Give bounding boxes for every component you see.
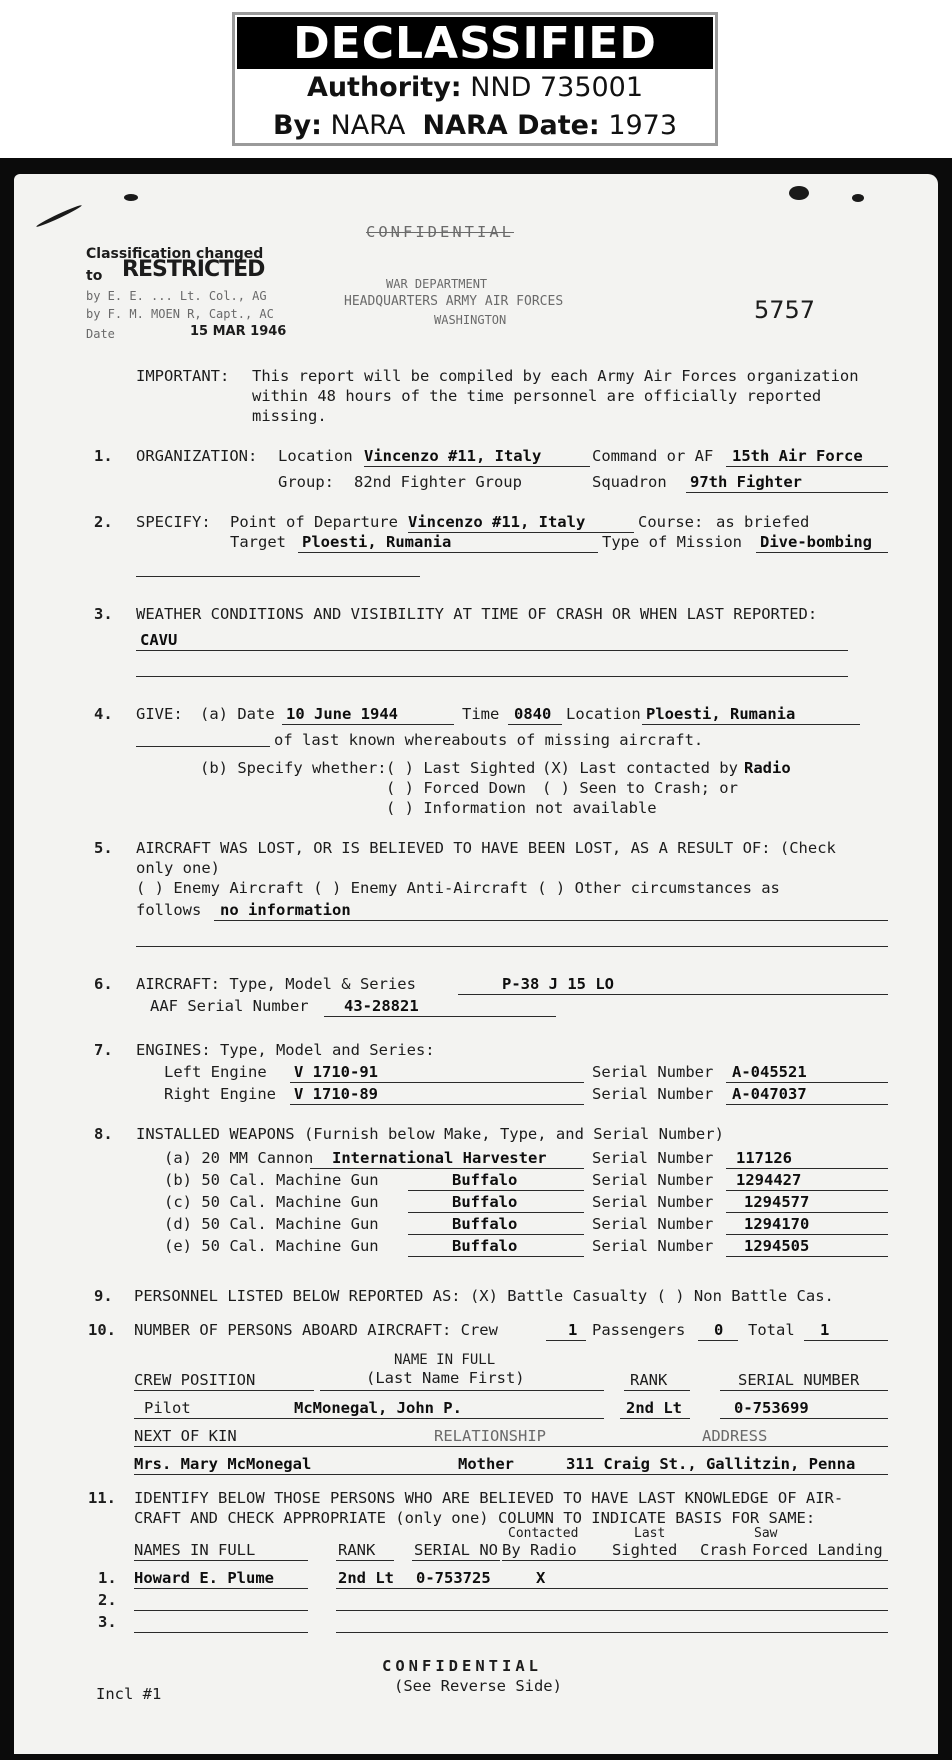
- crew-name-underline: [290, 1418, 604, 1419]
- identify-line-1: IDENTIFY BELOW THOSE PERSONS WHO ARE BELIEVED TO HAVE LAST KNOWLEDGE OF AIR-: [134, 1489, 844, 1507]
- crew-position-underline: [134, 1418, 294, 1419]
- stamp-by-line: By: NARA NARA Date: 1973: [272, 110, 678, 141]
- weapon-serial: 1294427: [736, 1171, 802, 1189]
- sighted-header: Sighted: [612, 1541, 678, 1559]
- weapon-serial-label: Serial Number: [592, 1215, 714, 1233]
- weapon-make-underline: [408, 1256, 584, 1257]
- crew-rank-underline: [620, 1418, 690, 1419]
- option-seen-crash: ( ) Seen to Crash; or: [542, 779, 738, 797]
- persons-aboard-label: NUMBER OF PERSONS ABOARD AIRCRAFT: Crew: [134, 1321, 498, 1339]
- weapon-make-underline: [408, 1234, 584, 1235]
- footer-classification: CONFIDENTIAL: [382, 1657, 542, 1675]
- crew-serial-value: 0-753699: [734, 1399, 809, 1417]
- weapon-serial: 117126: [736, 1149, 792, 1167]
- serial-no-header-underline: [412, 1560, 500, 1561]
- weapon-desc: (a) 20 MM Cannon: [164, 1149, 314, 1167]
- section-10-number: 10.: [88, 1321, 116, 1339]
- department-line-2: HEADQUARTERS ARMY AIR FORCES: [344, 294, 564, 309]
- option-last-contacted: (X) Last contacted by: [542, 759, 738, 777]
- witness-underline: [134, 1610, 308, 1611]
- section-8-number: 8.: [94, 1125, 113, 1143]
- crew-serial-underline: [720, 1418, 888, 1419]
- section-6-number: 6.: [94, 975, 113, 993]
- weapon-make: Buffalo: [452, 1215, 518, 1233]
- mission-value: Dive-bombing: [760, 533, 872, 551]
- group-value: 82nd Fighter Group: [354, 473, 522, 491]
- by-line-1: by E. E. ... Lt. Col., AG: [86, 289, 267, 303]
- weapon-desc: (b) 50 Cal. Machine Gun: [164, 1171, 379, 1189]
- weapon-make-underline: [408, 1212, 584, 1213]
- scan-mark: [852, 194, 864, 202]
- scan-mark: [789, 186, 809, 200]
- department-line-3: WASHINGTON: [434, 313, 507, 327]
- left-engine-label: Left Engine: [164, 1063, 267, 1081]
- left-serial-underline: [726, 1082, 888, 1083]
- names-in-full-header: NAMES IN FULL: [134, 1541, 256, 1559]
- follows-label: follows: [136, 901, 202, 919]
- section-1-number: 1.: [94, 447, 113, 465]
- right-engine-underline: [290, 1104, 584, 1105]
- witness-rank: 2nd Lt: [338, 1569, 394, 1587]
- passengers-count: 0: [714, 1321, 724, 1339]
- kin-header-underline: [134, 1446, 888, 1447]
- witness-underline: [336, 1588, 888, 1589]
- aircraft-type: P-38 J 15 LO: [502, 975, 614, 993]
- whereabouts-text: of last known whereabouts of missing aircraft.: [274, 731, 704, 749]
- mission-label: Type of Mission: [602, 533, 742, 551]
- stamp-authority: Authority: NND 735001: [306, 72, 644, 103]
- kin-address-value: 311 Craig St., Gallitzin, Penna: [566, 1455, 856, 1473]
- loss-date: 10 June 1944: [286, 705, 398, 723]
- weapon-serial-underline: [726, 1168, 888, 1169]
- weapon-make: Buffalo: [452, 1171, 518, 1189]
- total-underline: [804, 1340, 888, 1341]
- lost-cause-line-1: AIRCRAFT WAS LOST, OR IS BELIEVED TO HAVE BEEN LOST, AS A RESULT OF: (Check: [136, 839, 836, 857]
- squadron-label: Squadron: [592, 473, 667, 491]
- witness-underline: [134, 1632, 308, 1633]
- specify-extra-line: [136, 576, 420, 577]
- personnel-reported: PERSONNEL LISTED BELOW REPORTED AS: (X) Battle Casualty ( ) Non Battle Cas.: [134, 1287, 834, 1305]
- option-info-not-available: ( ) Information not available: [386, 799, 657, 817]
- follows-underline: [214, 920, 888, 921]
- location-value: Vincenzo #11, Italy: [364, 447, 542, 465]
- total-label: Total: [748, 1321, 795, 1339]
- section-2-number: 2.: [94, 513, 113, 531]
- kin-relationship-value: Mother: [458, 1455, 514, 1473]
- right-serial-underline: [726, 1104, 888, 1105]
- scan-mark: [124, 194, 138, 201]
- organization-label: ORGANIZATION:: [136, 447, 258, 465]
- address-header: ADDRESS: [702, 1427, 768, 1445]
- rank-header: RANK: [630, 1371, 668, 1389]
- forced-landing-header: Forced Landing: [752, 1541, 883, 1559]
- section-5-number: 5.: [94, 839, 113, 857]
- last-subheader: Last: [634, 1526, 666, 1541]
- location-underline: [364, 466, 590, 467]
- witness-underline: [336, 1632, 888, 1633]
- serial-header-underline: [720, 1390, 888, 1391]
- give-label: GIVE:: [136, 705, 183, 723]
- weather-underline-2: [136, 676, 848, 677]
- weapon-serial-underline: [726, 1234, 888, 1235]
- declassified-stamp: [232, 12, 718, 146]
- rank-header-11-underline: [336, 1560, 394, 1561]
- crew-position-value: Pilot: [144, 1399, 191, 1417]
- left-engine-underline: [290, 1082, 584, 1083]
- weapon-make: International Harvester: [332, 1149, 547, 1167]
- loss-time-underline: [508, 724, 562, 725]
- scanned-document: [0, 158, 952, 1760]
- rank-header-underline: [624, 1390, 690, 1391]
- important-line-1: This report will be compiled by each Army Air Forces organization: [252, 367, 859, 385]
- group-label: Group:: [278, 473, 334, 491]
- left-serial-label: Serial Number: [592, 1063, 714, 1081]
- inclosure-label: Incl #1: [96, 1685, 162, 1703]
- crew-count-underline: [546, 1340, 586, 1341]
- course-value: as briefed: [716, 513, 810, 531]
- right-serial-label: Serial Number: [592, 1085, 714, 1103]
- departure-value: Vincenzo #11, Italy: [408, 513, 586, 531]
- command-value: 15th Air Force: [732, 447, 863, 465]
- weapon-serial-label: Serial Number: [592, 1237, 714, 1255]
- aircraft-label: AIRCRAFT: Type, Model & Series: [136, 975, 416, 993]
- witness-row-number: 3.: [98, 1613, 117, 1631]
- departure-label: Point of Departure: [230, 513, 398, 531]
- to-label: to: [86, 268, 103, 284]
- restricted-stamp: RESTRICTED: [122, 257, 265, 282]
- weapon-serial-underline: [726, 1212, 888, 1213]
- right-engine-value: V 1710-89: [294, 1085, 378, 1103]
- witness-underline: [336, 1610, 888, 1611]
- name-header-underline: [320, 1390, 604, 1391]
- names-header-underline: [134, 1560, 308, 1561]
- weapon-make: Buffalo: [452, 1193, 518, 1211]
- crash-header: Crash: [700, 1541, 747, 1559]
- aaf-serial-underline: [324, 1016, 556, 1017]
- weapon-serial-underline: [726, 1256, 888, 1257]
- loss-time: 0840: [514, 705, 552, 723]
- next-of-kin-header: NEXT OF KIN: [134, 1427, 237, 1445]
- total-count: 1: [820, 1321, 830, 1339]
- weapon-make-underline: [310, 1168, 584, 1169]
- name-in-full-header: NAME IN FULL: [394, 1352, 496, 1368]
- weapon-desc: (d) 50 Cal. Machine Gun: [164, 1215, 379, 1233]
- crew-count: 1: [568, 1321, 578, 1339]
- basis-header-underline: [502, 1560, 888, 1561]
- rank-header-11: RANK: [338, 1541, 376, 1559]
- section-9-number: 9.: [94, 1287, 113, 1305]
- loss-location-label: Location: [566, 705, 641, 723]
- location-label: Location: [278, 447, 353, 465]
- important-label: IMPORTANT:: [136, 367, 230, 385]
- specify-label: SPECIFY:: [136, 513, 211, 531]
- weapon-desc: (c) 50 Cal. Machine Gun: [164, 1193, 379, 1211]
- weapon-serial-label: Serial Number: [592, 1193, 714, 1211]
- right-engine-label: Right Engine: [164, 1085, 276, 1103]
- witness-serial: 0-753725: [416, 1569, 491, 1587]
- weather-underline-1: [136, 650, 848, 651]
- contacted-by: Radio: [744, 759, 791, 777]
- weapon-serial: 1294505: [744, 1237, 810, 1255]
- important-line-3: missing.: [252, 407, 327, 425]
- stamp-title: DECLASSIFIED: [237, 17, 713, 69]
- weather-label: WEATHER CONDITIONS AND VISIBILITY AT TIME OF CRASH OR WHEN LAST REPORTED:: [136, 605, 818, 623]
- relationship-header: RELATIONSHIP: [434, 1427, 546, 1445]
- loss-location-underline: [642, 724, 860, 725]
- command-label: Command or AF: [592, 447, 714, 465]
- passengers-underline: [698, 1340, 738, 1341]
- scan-mark: [35, 204, 82, 229]
- right-serial-value: A-047037: [732, 1085, 807, 1103]
- department-line-1: WAR DEPARTMENT: [386, 277, 488, 291]
- aaf-serial-value: 43-28821: [344, 997, 419, 1015]
- contacted-subheader: Contacted: [508, 1526, 579, 1541]
- weapon-desc: (e) 50 Cal. Machine Gun: [164, 1237, 379, 1255]
- command-underline: [726, 466, 888, 467]
- last-name-first-header: (Last Name First): [366, 1369, 525, 1387]
- aaf-serial-label: AAF Serial Number: [150, 997, 309, 1015]
- date-value: 15 MAR 1946: [190, 324, 287, 339]
- lost-cause-line-2: only one): [136, 859, 220, 877]
- serial-no-header: SERIAL NO: [414, 1541, 498, 1559]
- section-4-number: 4.: [94, 705, 113, 723]
- serial-number-header: SERIAL NUMBER: [738, 1371, 860, 1389]
- mission-underline: [756, 552, 888, 553]
- course-label: Course:: [638, 513, 704, 531]
- witness-contact-mark: X: [536, 1569, 546, 1587]
- witness-row-number: 1.: [98, 1569, 117, 1587]
- crew-name-value: McMonegal, John P.: [294, 1399, 462, 1417]
- weapons-label: INSTALLED WEAPONS (Furnish below Make, Type, and Serial Number): [136, 1125, 724, 1143]
- by-line-2: by F. M. MOEN R, Capt., AC: [86, 307, 274, 321]
- time-label: Time: [462, 705, 500, 723]
- loss-location: Ploesti, Rumania: [646, 705, 796, 723]
- target-label: Target: [230, 533, 286, 551]
- weapon-make: Buffalo: [452, 1237, 518, 1255]
- section-7-number: 7.: [94, 1041, 113, 1059]
- squadron-underline: [686, 492, 888, 493]
- weapon-serial: 1294577: [744, 1193, 810, 1211]
- classification-top: CONFIDENTIAL: [366, 223, 514, 241]
- crew-rank-value: 2nd Lt: [626, 1399, 682, 1417]
- option-last-sighted: ( ) Last Sighted: [386, 759, 536, 777]
- aircraft-type-underline: [458, 994, 888, 995]
- crew-position-header-underline: [134, 1390, 314, 1391]
- witness-underline: [134, 1588, 308, 1589]
- lost-cause-line-3: ( ) Enemy Aircraft ( ) Enemy Anti-Aircraft ( ) Other circumstances as: [136, 879, 780, 897]
- by-radio-header: By Radio: [502, 1541, 577, 1559]
- identify-line-2: CRAFT AND CHECK APPROPRIATE (only one) COLUMN TO INDICATE BASIS FOR SAME:: [134, 1509, 816, 1527]
- section-3-number: 3.: [94, 605, 113, 623]
- weather-value: CAVU: [140, 631, 178, 649]
- follows-value: no information: [220, 901, 351, 919]
- weapon-serial-label: Serial Number: [592, 1171, 714, 1189]
- kin-underline: [134, 1474, 888, 1475]
- loss-date-underline: [282, 724, 454, 725]
- squadron-value: 97th Fighter: [690, 473, 802, 491]
- document-page: [14, 174, 938, 1754]
- witness-name: Howard E. Plume: [134, 1569, 274, 1587]
- kin-name-value: Mrs. Mary McMonegal: [134, 1455, 312, 1473]
- weapon-serial: 1294170: [744, 1215, 810, 1233]
- witness-row-number: 2.: [98, 1591, 117, 1609]
- classification-changed: Classification changed: [86, 246, 264, 262]
- passengers-label: Passengers: [592, 1321, 686, 1339]
- target-underline: [298, 552, 598, 553]
- left-serial-value: A-045521: [732, 1063, 807, 1081]
- section-11-number: 11.: [88, 1489, 116, 1507]
- date-label: Date: [86, 327, 115, 341]
- target-value: Ploesti, Rumania: [302, 533, 452, 551]
- saw-subheader: Saw: [754, 1526, 778, 1541]
- option-forced-down: ( ) Forced Down: [386, 779, 526, 797]
- see-reverse-note: (See Reverse Side): [394, 1677, 562, 1695]
- date-label-4a: (a) Date: [200, 705, 275, 723]
- follows-underline-2: [136, 946, 888, 947]
- important-line-2: within 48 hours of the time personnel are officially reported: [252, 387, 822, 405]
- specify-whether-label: (b) Specify whether:: [200, 759, 387, 777]
- left-engine-value: V 1710-91: [294, 1063, 378, 1081]
- crew-position-header: CREW POSITION: [134, 1371, 256, 1389]
- loss-location-underline-2: [136, 746, 270, 747]
- engines-label: ENGINES: Type, Model and Series:: [136, 1041, 435, 1059]
- weapon-serial-underline: [726, 1190, 888, 1191]
- report-number: 5757: [754, 296, 816, 324]
- weapon-make-underline: [408, 1190, 584, 1191]
- weapon-serial-label: Serial Number: [592, 1149, 714, 1167]
